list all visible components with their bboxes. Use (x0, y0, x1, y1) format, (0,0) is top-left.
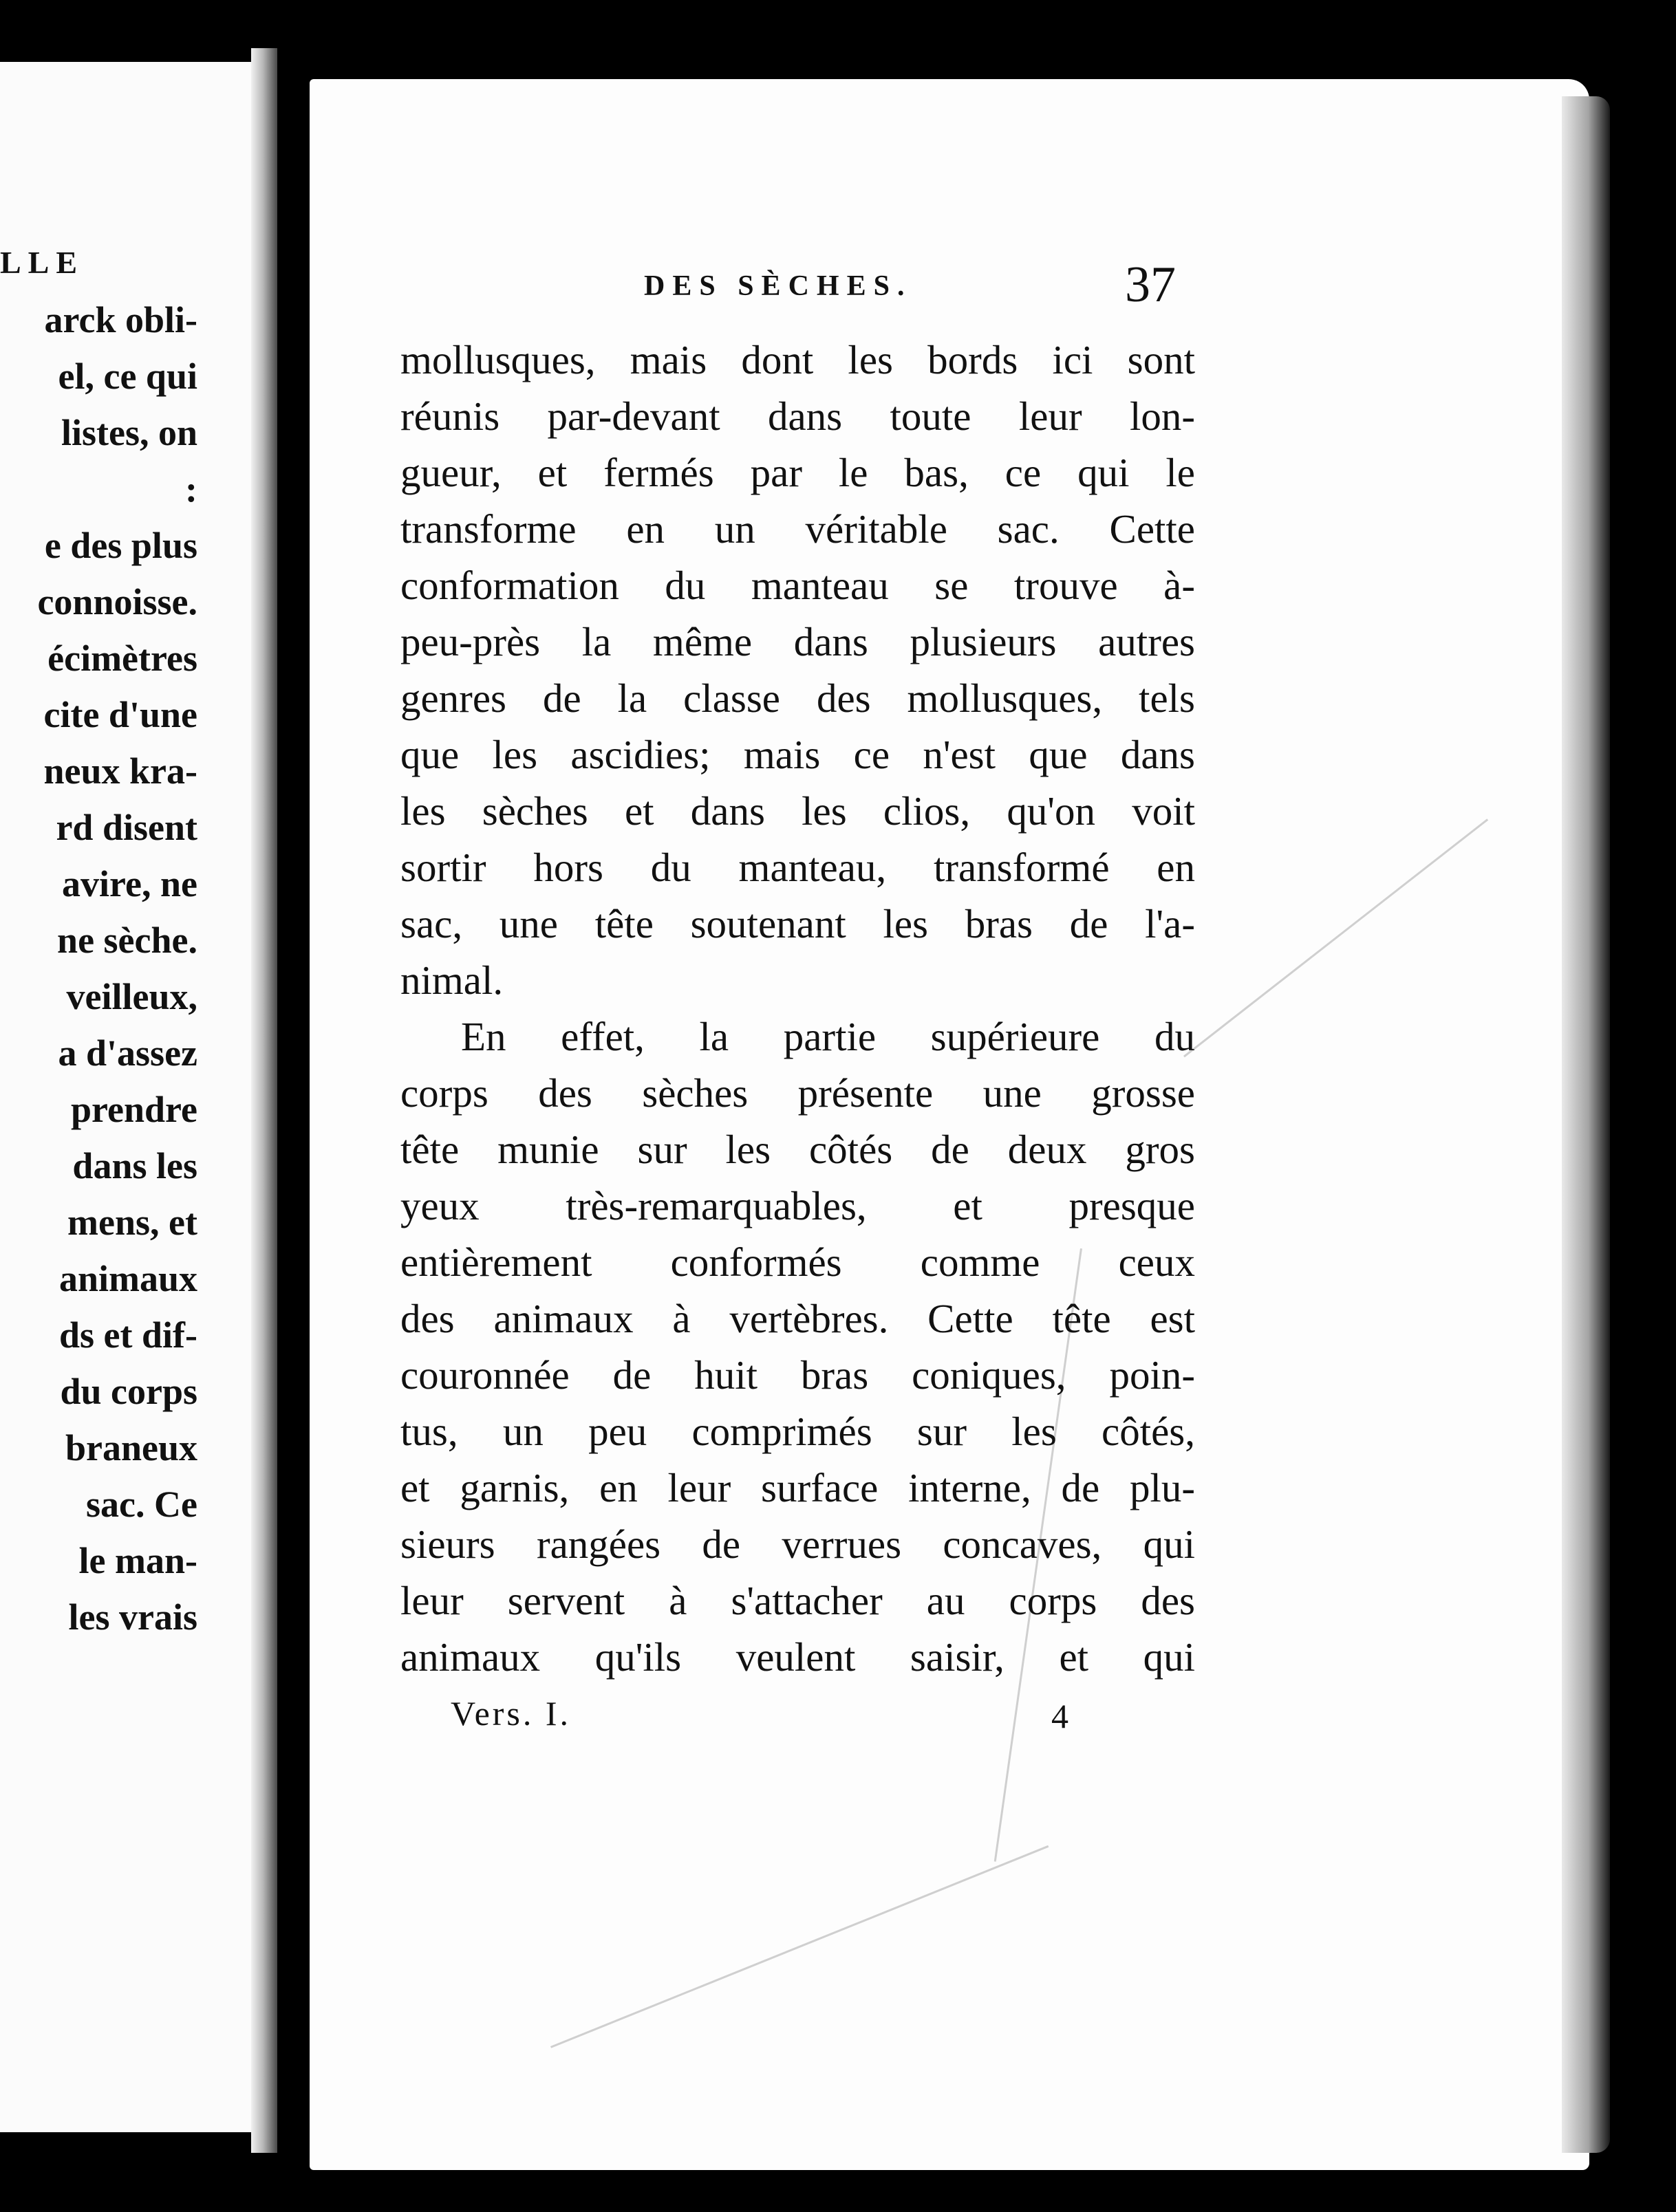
left-text-line: : (185, 468, 197, 510)
signature-mark: Vers. I. (451, 1694, 572, 1733)
body-text-line: tête munie sur les côtés de deux gros (400, 1127, 1195, 1172)
body-text-line: sac, une tête soutenant les bras de l'a- (400, 901, 1195, 946)
body-text-line: réunis par-devant dans toute leur lon- (400, 393, 1195, 439)
signature-number: 4 (1051, 1697, 1068, 1735)
left-text-line: e des plus (44, 525, 197, 566)
body-text-line: gueur, et fermés par le bas, ce qui le (400, 450, 1195, 495)
page-edge-shadow (1562, 96, 1610, 2153)
left-text-line: les vrais (68, 1596, 197, 1638)
left-text-line: ne sèche. (57, 920, 197, 961)
left-text-line: listes, on (61, 412, 197, 453)
body-text-line: peu-près la même dans plusieurs autres (400, 619, 1195, 664)
body-text-line: yeux très-remarquables, et presque (400, 1183, 1195, 1228)
body-text-line: nimal. (400, 957, 504, 1003)
left-text-line: dans les (72, 1145, 197, 1186)
body-text-line: des animaux à vertèbres. Cette tête est (400, 1296, 1195, 1341)
body-text-line: conformation du manteau se trouve à- (400, 563, 1195, 608)
body-text-line: les sèches et dans les clios, qu'on voit (400, 788, 1195, 834)
left-text-line: cite d'une (43, 694, 197, 735)
left-text-line: écimètres (47, 638, 197, 679)
body-text-line: entièrement conformés comme ceux (400, 1239, 1195, 1285)
left-text-line: sac. Ce (86, 1484, 197, 1525)
body-text-line: sieurs rangées de verrues concaves, qui (400, 1521, 1195, 1567)
left-text-line: animaux (58, 1258, 197, 1299)
left-text-line: braneux (65, 1427, 197, 1468)
body-text-line: couronnée de huit bras coniques, poin- (400, 1352, 1195, 1398)
left-text-line: neux kra- (43, 750, 197, 792)
left-text-line: arck obli- (44, 299, 197, 340)
body-text-line: leur servent à s'attacher au corps des (400, 1578, 1195, 1623)
body-text-line: animaux qu'ils veulent saisir, et qui (400, 1634, 1195, 1680)
running-head: DES SÈCHES. (644, 270, 912, 302)
right-page (310, 79, 1589, 2170)
left-text-line: ds et dif- (59, 1314, 197, 1356)
left-text-line: el, ce qui (58, 356, 197, 397)
gutter-shadow (251, 48, 277, 2153)
left-text-line: veilleux, (66, 976, 197, 1017)
body-text-line: transforme en un véritable sac. Cette (400, 506, 1195, 552)
body-text-line: que les ascidies; mais ce n'est que dans (400, 732, 1195, 777)
body-text-line: corps des sèches présente une grosse (400, 1070, 1195, 1116)
left-text-line: mens, et (67, 1202, 197, 1243)
left-text-line: connoisse. (37, 581, 197, 622)
paper-crease (1183, 818, 1488, 1057)
left-text-line: du corps (60, 1371, 197, 1412)
body-text-line: mollusques, mais dont les bords ici sont (400, 337, 1195, 382)
body-text-line: tus, un peu comprimés sur les côtés, (400, 1409, 1195, 1454)
body-text-line: sortir hors du manteau, transformé en (400, 845, 1195, 890)
left-text-line: le man- (78, 1540, 197, 1581)
left-running-head: LLE (0, 245, 85, 280)
left-text-line: prendre (70, 1089, 197, 1130)
page-number: 37 (1125, 257, 1176, 313)
left-text-line: a d'assez (58, 1032, 197, 1074)
left-page (0, 62, 272, 2132)
left-text-line: avire, ne (62, 863, 197, 904)
body-text-line: et garnis, en leur surface interne, de plu- (400, 1465, 1195, 1510)
body-text-line: genres de la classe des mollusques, tels (400, 675, 1195, 721)
paper-crease (550, 1845, 1049, 2048)
left-text-line: rd disent (56, 807, 197, 848)
body-text-line: En effet, la partie supérieure du (461, 1014, 1195, 1059)
